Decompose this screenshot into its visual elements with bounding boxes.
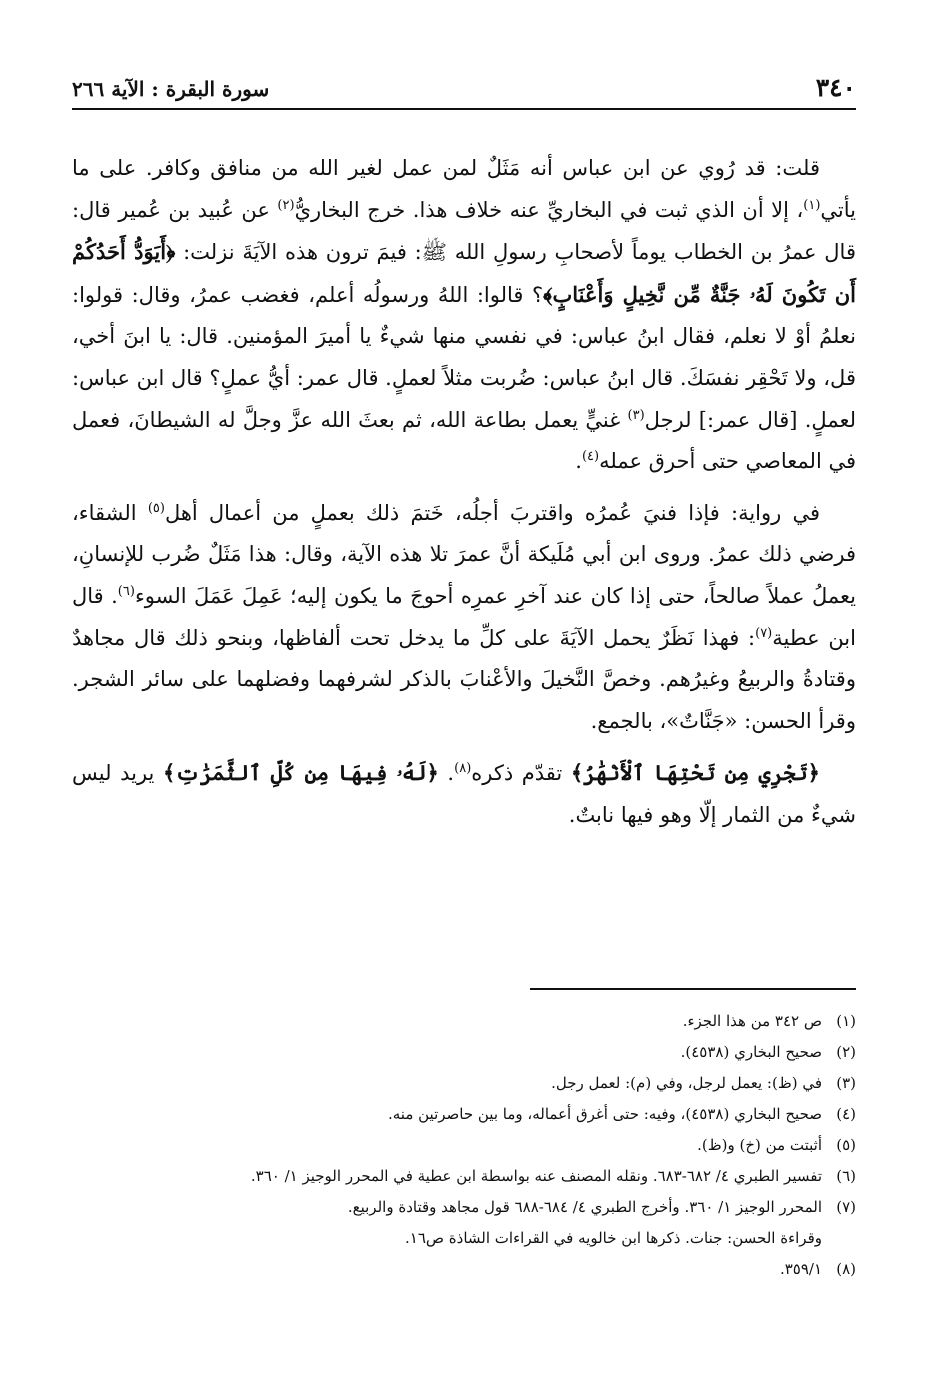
text-segment: يريد ليس شيءٌ من الثمار إلّا وهو فيها نابتٌ. [72,761,856,827]
footnote [72,1099,856,1130]
footnote [72,1254,856,1285]
footnote-number: (١) [836,1012,856,1030]
footnote-number: (٧) [836,1198,856,1216]
footnote-number: (٤) [836,1105,856,1123]
text-segment: . [438,761,455,786]
quran-quote: ﴿أَيَوَدُّ أَحَدُكُمْ أَن تَكُونَ لَهُۥ جَنَّةٌ مِّن نَّخِيلٍ وَأَعْنَابٍ﴾ [72,239,856,307]
paragraph [72,752,856,836]
text-segment: ؟ قالوا: اللهُ ورسولُه أعلم، فغضب عمرُ، وقال: قولوا: نعلمُ أوْ لا نعلم، فقال ابنُ عباس: في نفسي منها شيءٌ يا أميرَ المؤمنين. قال: يا ابنَ أخي، قل، ولا تَحْقِر نفسَكَ. قال ابنُ عباس: ضُربت مثلاً لعملٍ. قال عمر: أيُّ عملٍ؟ قال ابن عباس: لعملٍ. [قال عمر:] لرجل [72,282,857,432]
page-number: ٣٤٠ [815,73,856,102]
footnote-separator [530,988,856,990]
footnote-number: (٣) [836,1074,856,1092]
body-text [72,148,856,837]
footnote [72,1068,856,1099]
text-segment: . [575,449,582,474]
footnote-marker: (٥) [147,500,165,516]
footnotes [72,1006,856,1285]
footnote-text: وقراءة الحسن: جنات. ذكرها ابن خالويه في القراءات الشاذة ص١٦. [405,1229,822,1247]
paragraph [72,493,856,743]
footnote-text: صحيح البخاري (٤٥٣٨). [680,1043,822,1061]
footnote [72,1037,856,1068]
quran-quote: ﴿تَجْرِي مِن تَحْتِهَا ٱلْأَنْهَٰرُ﴾ [570,760,820,786]
text-segment: تقدّم ذكره [471,761,571,786]
footnote-text: ص ٣٤٢ من هذا الجزء. [682,1012,822,1030]
footnote-marker: (٦) [117,583,135,599]
footnote-marker: (٨) [454,761,472,777]
text-segment: ، إلا أن الذي ثبت في البخاريِّ عنه خلاف هذا. خرج البخاريُّ [294,197,804,222]
text-segment: قلت: قد رُوي عن ابن عباس أنه مَثَلٌ لمن عمل لغير الله من منافق وكافر. على ما يأتي [72,156,856,222]
page-header [72,66,856,110]
text-segment: : فهذا نَظَرٌ يحمل الآيَةَ على كلِّ ما يدخل تحت ألفاظها، وبنحو ذلك قال مجاهدٌ وقتادةُ والربيعُ وغيرُهم. وخصَّ النَّخيلَ والأعْنابَ بالذكر لشرفهما وفضلهما على سائر الشجر. وقرأ الحسن: «جَنَّاتٌ»، بالجمع. [72,625,856,733]
footnote [72,1130,856,1161]
footnote-marker: (٧) [755,625,773,641]
footnote-marker: (٢) [277,197,295,213]
footnote-text: ٣٥٩/١. [779,1260,822,1278]
text-segment: في رواية: فإذا فنيَ عُمرُه واقتربَ أجلُه، خَتمَ ذلك بعملٍ من أعمال أهل [164,500,820,525]
text-segment: عن عُبيد بن عُمير قال: قال عمرُ بن الخطاب يوماً لأصحابِ رسولِ الله ﷺ: فيمَ ترون هذه الآيَةَ نزلت: [72,197,856,265]
footnote-text: صحيح البخاري (٤٥٣٨)، وفيه: حتى أغرق أعماله، وما بين حاصرتين منه. [388,1105,822,1123]
paragraph [72,148,856,483]
quran-quote: ﴿لَهُۥ فِيهَا مِن كُلِّ ٱلثَّمَرَٰتِ﴾ [162,760,439,786]
footnote [72,1223,856,1254]
footnote [72,1006,856,1037]
text-segment: الشقاء، فرضي ذلك عمرُ. وروى ابن أبي مُلَيكة أنَّ عمرَ تلا هذه الآية، وقال: هذا مَثَلٌ ضُرب للإنسانِ، يعملُ عملاً صالحاً، حتى إذا كان عند آخرِ عمرِه أحوجَ ما يكون إليه؛ عَمِلَ عَمَلَ السوء [72,500,856,608]
footnote-text: تفسير الطبري ٤/ ٦٨٢-٦٨٣. ونقله المصنف عنه بواسطة ابن عطية في المحرر الوجيز ١/ ٣٦٠. [250,1167,822,1185]
footnote-marker: (٣) [627,407,645,423]
footnote-number: (٨) [836,1260,856,1278]
footnote-marker: (٤) [581,449,600,465]
footnote-marker: (١) [803,197,821,213]
footnote-text: في (ظ): يعمل لرجل، وفي (م): لعمل رجل. [551,1074,822,1092]
footnote-text: أثبتت من (خ) و(ظ). [697,1136,822,1154]
text-segment: . قال ابن عطية [72,583,856,650]
footnote-number: (٦) [836,1167,856,1185]
footnote [72,1161,856,1192]
running-title: سورة البقرة : الآية ٢٦٦ [72,77,270,101]
text-segment: غنيٍّ يعمل بطاعة الله، ثم بعثَ الله عزَّ وجلَّ له الشيطانَ، فعمل في المعاصي حتى أحرق عمله [72,407,856,474]
footnote-text: المحرر الوجيز ١/ ٣٦٠. وأخرج الطبري ٤/ ٦٨٤-٦٨٨ قول مجاهد وقتادة والربيع. [347,1198,822,1216]
footnote [72,1192,856,1223]
footnote-number: (٢) [836,1043,856,1061]
footnote-number: (٥) [836,1136,856,1154]
